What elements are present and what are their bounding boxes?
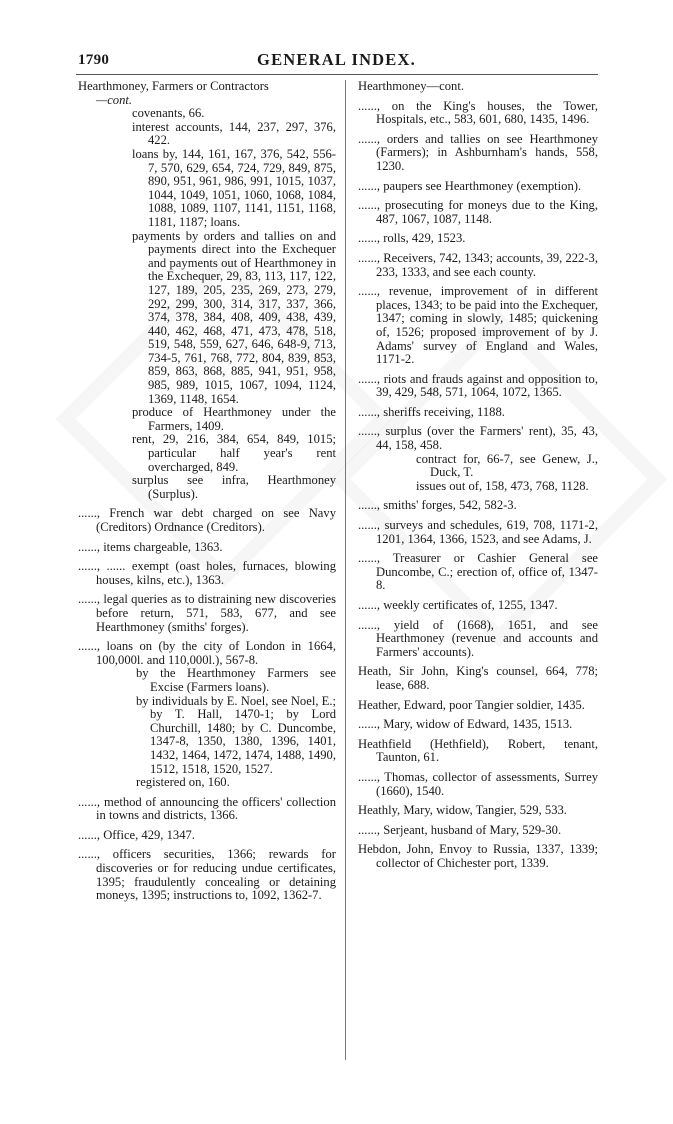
entry-heading: ......, paupers see Hearthmoney (exemption). [358, 178, 582, 193]
index-entry [358, 180, 598, 194]
index-entry [78, 829, 336, 843]
index-entry [358, 619, 598, 660]
entry-heading: ......, Mary, widow of Edward, 1435, 1513. [358, 717, 573, 732]
index-entry [358, 665, 598, 692]
index-entry [358, 199, 598, 226]
index-entry [78, 541, 336, 555]
index-entry [358, 824, 598, 838]
index-entry [358, 133, 598, 174]
index-entry [358, 519, 598, 546]
header-rule [76, 74, 598, 75]
sub-entry-list [78, 107, 336, 501]
entry-heading: ......, surplus (over the Farmers' rent), 35, 43, 44, 158, 458. [358, 424, 598, 453]
index-entry [358, 738, 598, 765]
index-entry [358, 718, 598, 732]
entry-heading: ......, sheriffs receiving, 1188. [358, 404, 505, 419]
index-entry [358, 373, 598, 400]
sub-entry: issues out of, 158, 473, 768, 1128. [416, 478, 589, 493]
page-title: GENERAL INDEX. [257, 50, 416, 69]
index-entry [78, 560, 336, 587]
index-entry [78, 80, 336, 501]
entry-heading: ......, loans on (by the city of London in 1664, 100,000l. and 110,000l.), 567-8. [78, 639, 336, 667]
entry-heading: ......, items chargeable, 1363. [78, 539, 223, 554]
entry-heading: ......, officers securities, 1366; rewards for discoveries or for reducing undue certificates, 1395; fraudulently concealing or detaining moneys, 1395; instructions to, 1092, 1362-7. [78, 847, 336, 903]
entry-heading: ......, method of announcing the officers' collection in towns and districts, 1366. [78, 794, 336, 823]
entry-heading: ......, French war debt charged on see Navy (Creditors) Ordnance (Creditors). [78, 506, 336, 534]
entry-heading: ......, yield of (1668), 1651, and see Hearthmoney (revenue and accounts and Farmers' accounts). [358, 617, 598, 659]
index-entry [358, 100, 598, 127]
sub-entry: covenants, 66. [132, 106, 205, 121]
column-divider [345, 80, 346, 1060]
entry-heading: Hearthmoney—cont. [358, 79, 464, 93]
sub-entry: interest accounts, 144, 237, 297, 376, 422. [132, 119, 336, 148]
entry-heading: ......, ...... exempt (oast holes, furnaces, blowing houses, kilns, etc.), 1363. [78, 559, 336, 587]
index-entry [78, 640, 336, 790]
index-entry [78, 796, 336, 823]
entry-heading: ......, prosecuting for moneys due to the King, 487, 1067, 1087, 1148. [358, 198, 598, 226]
sub-entry: by individuals by E. Noel, see Noel, E.; by T. Hall, 1470-1; by Lord Churchill, 1480; by C. Duncombe, 1347-8, 1350, 1380, 1396, 1401, 1432, 1464, 1472, 1474, 1488, 1490, 1512, 1518, 1520, 1527. [136, 693, 336, 776]
sub-entry: payments by orders and tallies on and payments direct into the Exchequer and payments out of Hearthmoney in the Exchequer, 29, 83, 113, 117, 122, 127, 189, 205, 235, 269, 273, 279, 292, 299, 300, 314, 317, 337, 366, 374, 378, 384, 408, 409, 438, 439, 440, 462, 468, 471, 473, 478, 518, 519, 548, 559, 627, 646, 648-9, 713, 734-5, 761, 768, 772, 804, 839, 853, 859, 863, 868, 885, 941, 951, 958, 985, 989, 1015, 1067, 1094, 1124, 1369, 1148, 1654. [132, 228, 336, 406]
index-entry [358, 406, 598, 420]
index-entry [358, 552, 598, 593]
entry-heading: ......, Receivers, 742, 1343; accounts, 39, 222-3, 233, 1333, and see each county. [358, 250, 598, 279]
page-number: 1790 [78, 52, 110, 68]
entry-heading: ......, Thomas, collector of assessments, Surrey (1660), 1540. [358, 769, 598, 798]
index-entry [358, 232, 598, 246]
entry-list [78, 507, 336, 902]
index-entry [358, 252, 598, 279]
entry-heading-text: Hearthmoney, Farmers or Contractors [78, 79, 269, 93]
entry-heading: Hebdon, John, Envoy to Russia, 1337, 1339; collector of Chichester port, 1339. [358, 842, 598, 870]
entry-heading: Heath, Sir John, King's counsel, 664, 778; lease, 688. [358, 664, 598, 692]
index-entry [358, 843, 598, 870]
index-entry [358, 425, 598, 493]
sub-entry: rent, 29, 216, 384, 654, 849, 1015; particular half year's rent overcharged, 849. [132, 432, 336, 474]
sub-entry: loans by, 144, 161, 167, 376, 542, 556-7, 570, 629, 654, 724, 729, 849, 875, 890, 951, 961, 986, 991, 1015, 1037, 1044, 1049, 1051, 1060, 1068, 1084, 1088, 1089, 1107, 1141, 1151, 1168, 1181, 1187; loans. [132, 146, 336, 229]
entry-heading: ......, surveys and schedules, 619, 708, 1171-2, 1201, 1364, 1366, 1523, and see Adams, J. [358, 518, 598, 546]
entry-heading: Heather, Edward, poor Tangier soldier, 1435. [358, 697, 585, 712]
entry-heading: ......, riots and frauds against and opposition to, 39, 429, 548, 571, 1064, 1072, 1365. [358, 371, 598, 400]
continued-tag: —cont. [96, 92, 133, 107]
entry-heading: ......, Office, 429, 1347. [78, 827, 195, 842]
index-entry [358, 499, 598, 513]
right-column [358, 80, 598, 877]
index-entry [358, 699, 598, 713]
index-entry [78, 507, 336, 534]
index-entry [78, 848, 336, 902]
entry-heading: ......, Treasurer or Cashier General see Duncombe, C.; erection of, office of, 1347-8. [358, 551, 598, 593]
index-entry [358, 804, 598, 818]
entry-heading: ......, smiths' forges, 542, 582-3. [358, 498, 517, 513]
sub-entry: registered on, 160. [136, 775, 230, 790]
entry-heading: ......, revenue, improvement of in different places, 1343; to be paid into the Exchequer, 1347; coming in slowly, 1485; quickening of, 1526; proposed improvement of by J. Adams' survey of England and Wales, 1171-2. [358, 284, 598, 367]
entry-heading: ......, orders and tallies on see Hearthmoney (Farmers); in Ashburnham's hands, 558, 1230. [358, 131, 598, 173]
entry-heading [78, 80, 336, 107]
entry-heading: Heathfield (Hethfield), Robert, tenant, Taunton, 61. [358, 736, 598, 765]
sub-entry: contract for, 66-7, see Genew, J., Duck, T. [416, 451, 598, 480]
index-entry [78, 593, 336, 634]
index-entry [358, 80, 598, 94]
sub-entry: by the Hearthmoney Farmers see Excise (Farmers loans). [136, 666, 336, 694]
entry-heading: ......, legal queries as to distraining new discoveries before return, 571, 583, 677, and see Hearthmoney (smiths' forges). [78, 592, 336, 634]
entry-heading: ......, rolls, 429, 1523. [358, 231, 466, 246]
entry-heading: Heathly, Mary, widow, Tangier, 529, 533. [358, 803, 567, 818]
entry-list [358, 100, 598, 871]
entry-heading: ......, on the King's houses, the Tower, Hospitals, etc., 583, 601, 680, 1435, 1496. [358, 98, 598, 127]
index-entry [358, 599, 598, 613]
entry-heading: ......, weekly certificates of, 1255, 1347. [358, 598, 558, 612]
index-entry [358, 771, 598, 798]
sub-entry: produce of Hearthmoney under the Farmers, 1409. [132, 405, 336, 433]
sub-entry: surplus see infra, Hearthmoney (Surplus). [132, 473, 336, 501]
entry-heading: ......, Serjeant, husband of Mary, 529-30. [358, 822, 562, 837]
index-entry [358, 285, 598, 367]
left-column [78, 80, 336, 909]
